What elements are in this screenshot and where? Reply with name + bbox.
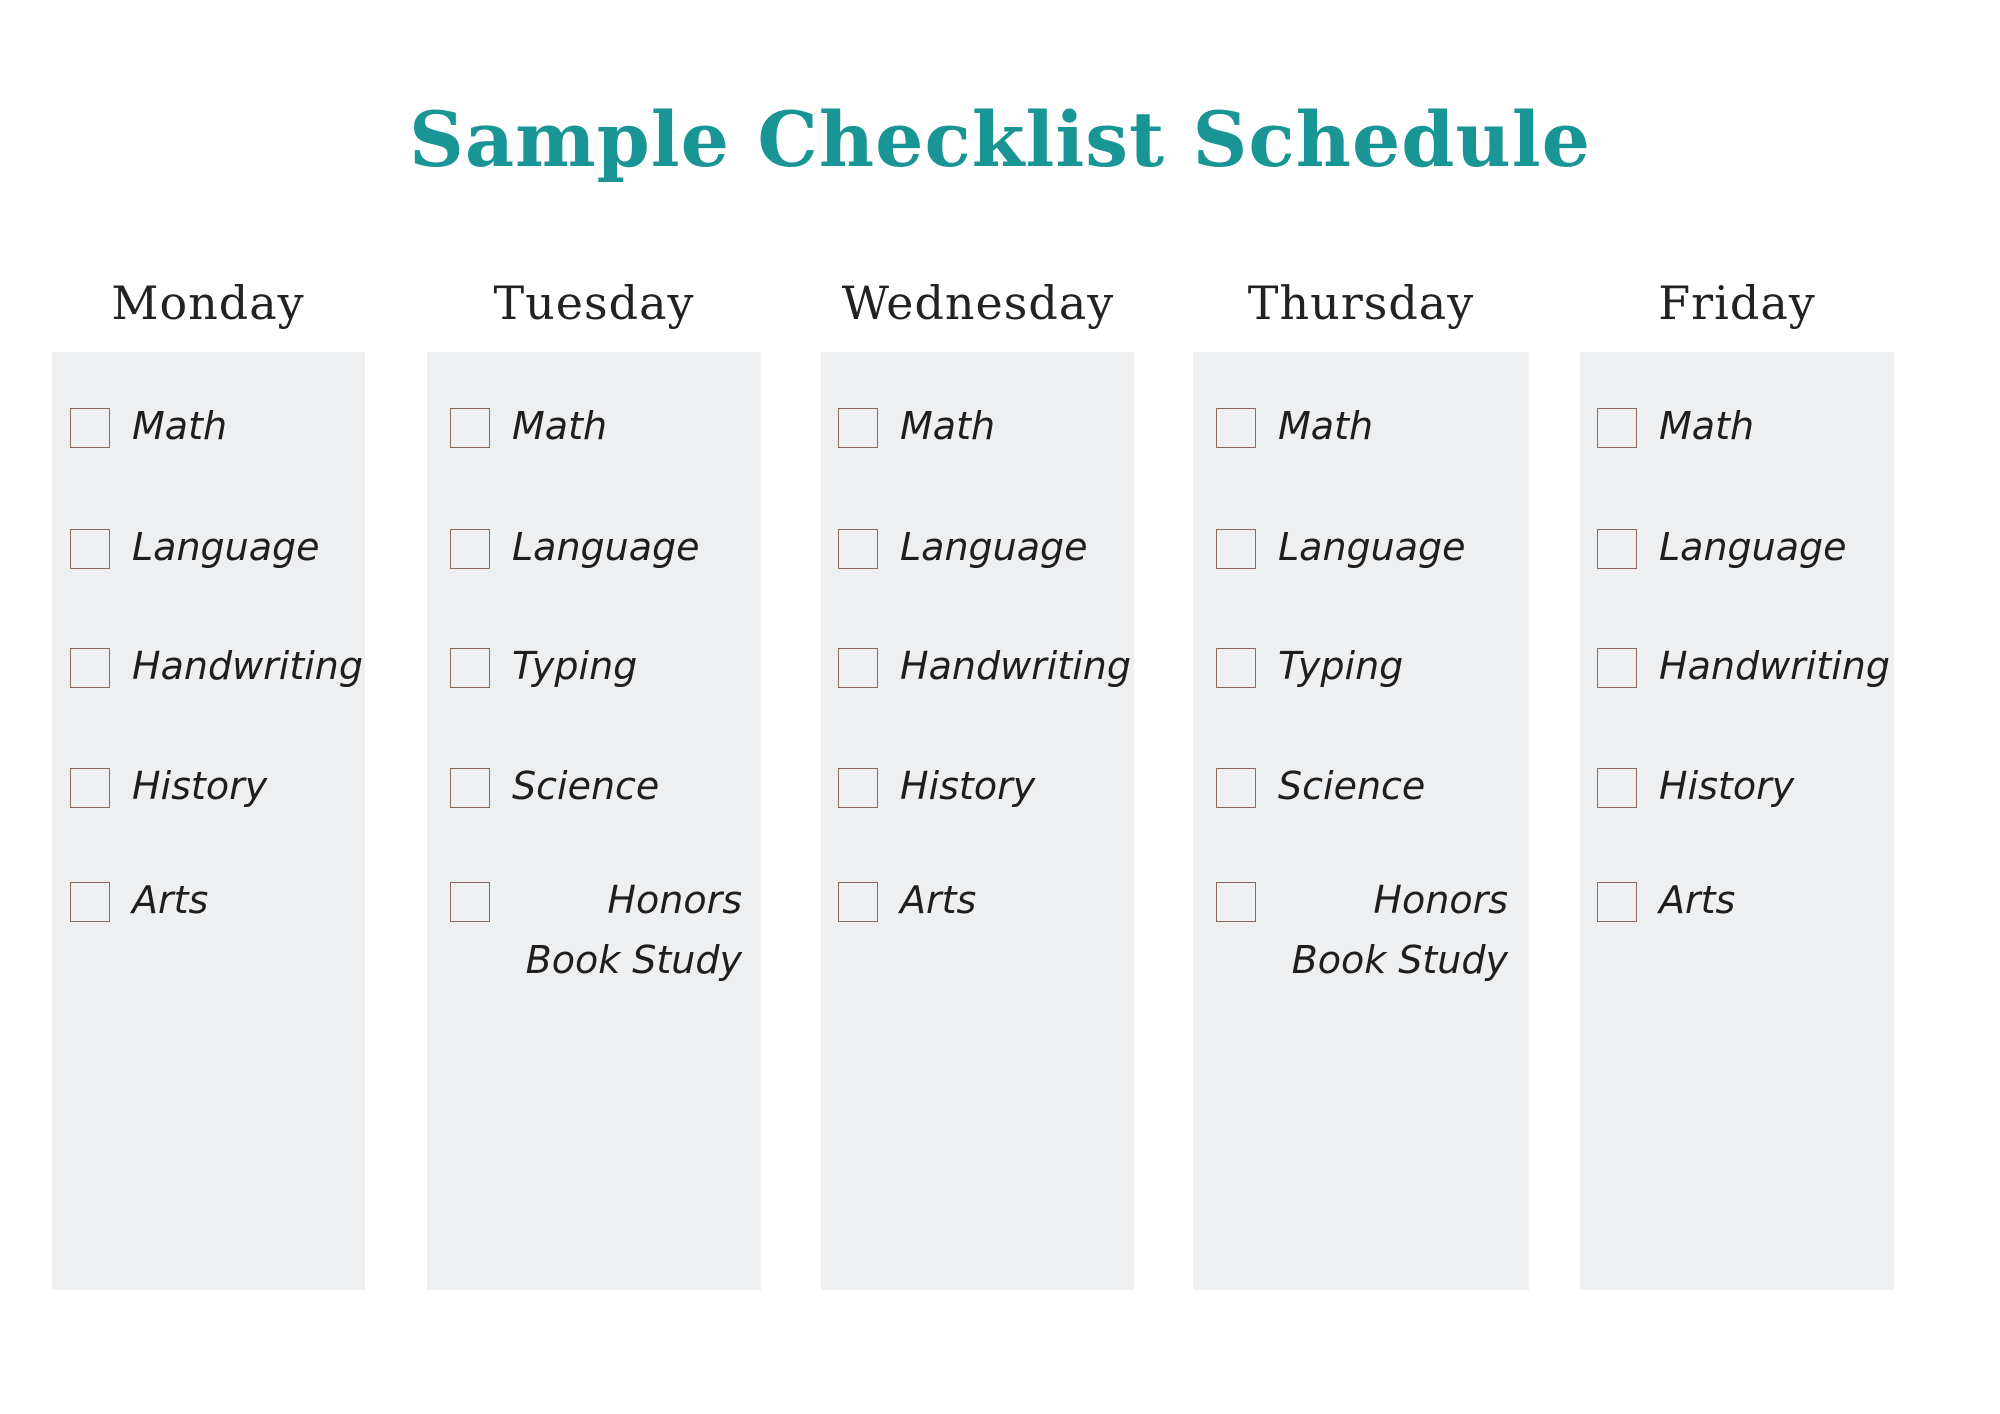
task-label: Math <box>132 404 228 448</box>
task-checkbox[interactable] <box>838 648 878 688</box>
task-label: Language <box>512 525 700 569</box>
task-item[interactable] <box>1216 764 1426 816</box>
task-checkbox[interactable] <box>838 768 878 808</box>
task-checkbox[interactable] <box>1597 529 1637 569</box>
task-label: Honors Book Study <box>525 878 742 982</box>
day-header-thursday: Thursday <box>1247 276 1475 330</box>
task-checkbox[interactable] <box>1216 408 1256 448</box>
day-header-tuesday: Tuesday <box>493 276 695 330</box>
task-item[interactable] <box>70 525 320 577</box>
task-checkbox[interactable] <box>1216 882 1256 922</box>
task-checkbox[interactable] <box>450 768 490 808</box>
task-checkbox[interactable] <box>1597 408 1637 448</box>
task-label: Handwriting <box>900 644 1131 688</box>
task-checkbox[interactable] <box>450 648 490 688</box>
task-label: Typing <box>1278 644 1404 688</box>
task-checkbox[interactable] <box>838 529 878 569</box>
task-label: History <box>1659 764 1795 808</box>
day-column-wednesday <box>821 352 1134 1290</box>
task-item[interactable] <box>838 764 1036 816</box>
day-column-tuesday <box>427 352 761 1290</box>
task-label: Handwriting <box>132 644 363 688</box>
task-label: Arts <box>132 878 209 922</box>
task-label: Math <box>1659 404 1755 448</box>
task-checkbox[interactable] <box>1216 529 1256 569</box>
day-column-monday <box>52 352 365 1290</box>
task-item[interactable] <box>1216 644 1404 696</box>
day-header-monday: Monday <box>111 276 305 330</box>
task-item[interactable] <box>70 404 228 456</box>
task-label: History <box>132 764 268 808</box>
task-label: Honors Book Study <box>1291 878 1508 982</box>
task-checkbox[interactable] <box>450 408 490 448</box>
task-checkbox[interactable] <box>450 882 490 922</box>
task-checkbox[interactable] <box>1597 768 1637 808</box>
task-label: History <box>900 764 1036 808</box>
task-item[interactable] <box>450 878 742 990</box>
task-label: Language <box>1659 525 1847 569</box>
task-checkbox[interactable] <box>1216 648 1256 688</box>
task-label: Science <box>1278 764 1426 808</box>
task-checkbox[interactable] <box>70 408 110 448</box>
task-item[interactable] <box>1597 404 1755 456</box>
task-label: Handwriting <box>1659 644 1890 688</box>
task-label: Arts <box>1659 878 1736 922</box>
task-label: Math <box>512 404 608 448</box>
task-label: Arts <box>900 878 977 922</box>
task-item[interactable] <box>838 525 1088 577</box>
task-item[interactable] <box>450 404 608 456</box>
day-header-wednesday: Wednesday <box>841 276 1115 330</box>
task-item[interactable] <box>1597 525 1847 577</box>
day-header-friday: Friday <box>1658 276 1816 330</box>
task-checkbox[interactable] <box>1216 768 1256 808</box>
task-checkbox[interactable] <box>450 529 490 569</box>
task-item[interactable] <box>450 525 700 577</box>
task-label: Typing <box>512 644 638 688</box>
task-item[interactable] <box>1597 644 1890 696</box>
task-item[interactable] <box>450 764 660 816</box>
task-label: Math <box>1278 404 1374 448</box>
task-item[interactable] <box>70 764 268 816</box>
task-checkbox[interactable] <box>70 768 110 808</box>
day-column-thursday <box>1193 352 1529 1290</box>
page-title: Sample Checklist Schedule <box>409 95 1591 184</box>
task-checkbox[interactable] <box>70 648 110 688</box>
task-checkbox[interactable] <box>838 408 878 448</box>
task-item[interactable] <box>70 878 209 930</box>
task-item[interactable] <box>1216 525 1466 577</box>
task-label: Language <box>900 525 1088 569</box>
task-checkbox[interactable] <box>838 882 878 922</box>
task-item[interactable] <box>450 644 638 696</box>
task-checkbox[interactable] <box>1597 882 1637 922</box>
task-label: Math <box>900 404 996 448</box>
task-checkbox[interactable] <box>70 882 110 922</box>
task-checkbox[interactable] <box>1597 648 1637 688</box>
task-item[interactable] <box>838 404 996 456</box>
day-column-friday <box>1580 352 1894 1290</box>
task-item[interactable] <box>1216 404 1374 456</box>
task-item[interactable] <box>1216 878 1508 990</box>
task-item[interactable] <box>838 644 1131 696</box>
task-checkbox[interactable] <box>70 529 110 569</box>
task-item[interactable] <box>1597 764 1795 816</box>
task-label: Science <box>512 764 660 808</box>
task-item[interactable] <box>70 644 363 696</box>
task-item[interactable] <box>838 878 977 930</box>
task-label: Language <box>132 525 320 569</box>
task-item[interactable] <box>1597 878 1736 930</box>
task-label: Language <box>1278 525 1466 569</box>
